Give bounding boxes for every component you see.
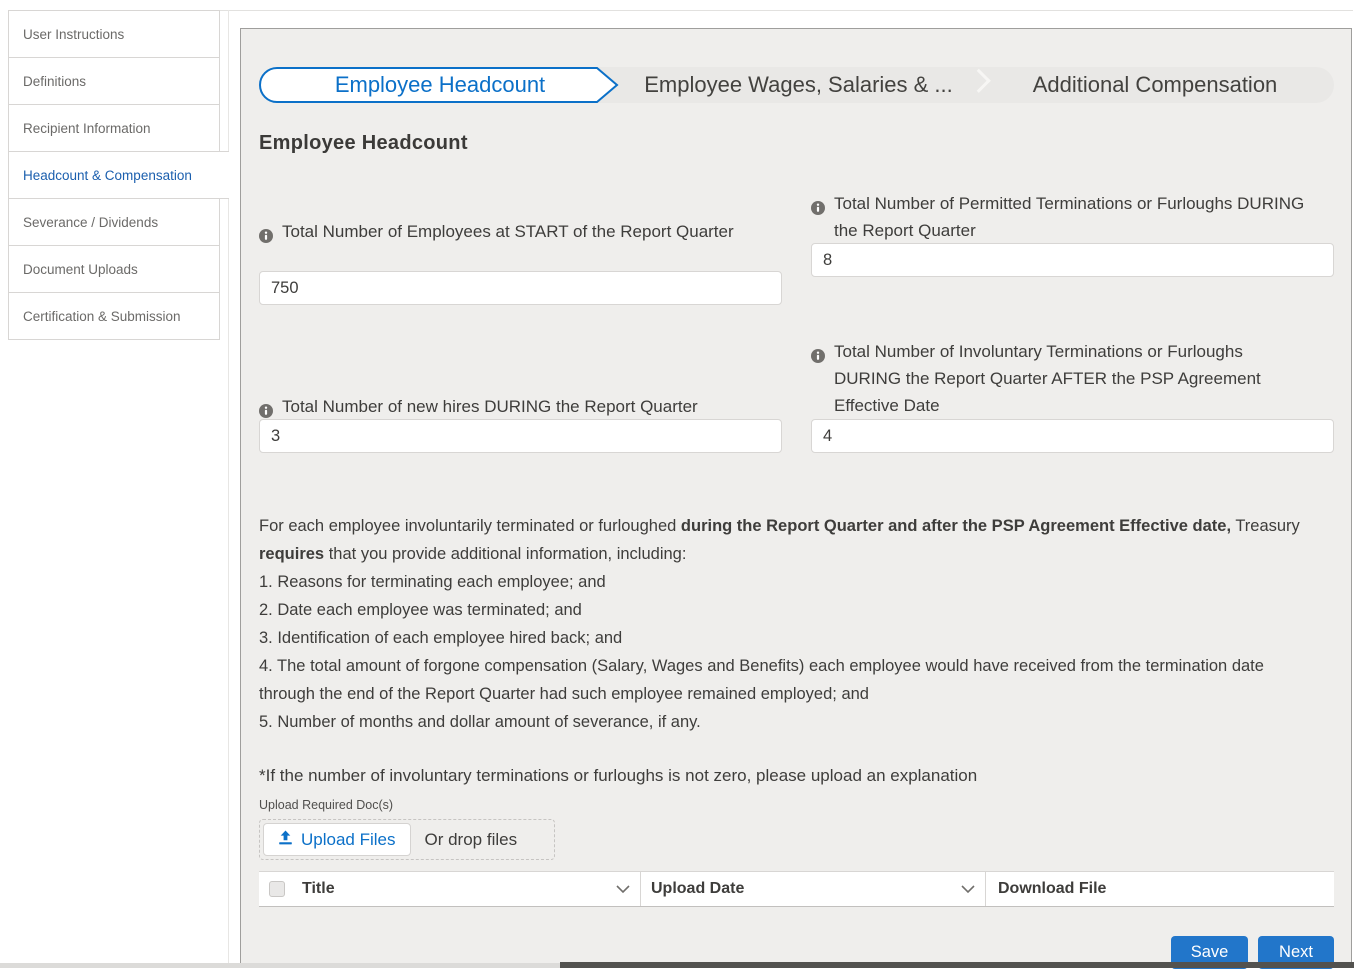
upload-section-label: Upload Required Doc(s) — [259, 798, 394, 812]
sidebar — [8, 10, 220, 340]
field-label-text: Total Number of Employees at START of the Report Quarter — [282, 222, 734, 241]
field-label-text: Total Number of Permitted Terminations or Furloughs DURING the Report Quarter — [834, 194, 1305, 240]
sidebar-item-label: Certification & Submission — [23, 308, 181, 324]
sidebar-item-label: User Instructions — [23, 26, 125, 42]
column-label: Title — [302, 880, 335, 897]
column-label: Download File — [998, 880, 1107, 897]
intro-segment-bold: requires — [259, 545, 325, 563]
sidebar-item-user-instructions[interactable] — [8, 10, 220, 58]
column-header-upload-date — [641, 872, 986, 906]
column-label: Upload Date — [651, 880, 745, 897]
instruction-item: 2. Date each employee was terminated; and — [259, 601, 582, 619]
upload-icon — [278, 830, 293, 850]
chevron-down-icon[interactable] — [961, 885, 975, 894]
column-header-download-file — [986, 872, 1334, 906]
field-label-text: Total Number of Involuntary Terminations or Furloughs DURING the Report Quarter AFTER the PSP Agreement Effective Date — [834, 342, 1261, 415]
employees-start-input[interactable] — [259, 271, 782, 305]
sidebar-item-label: Recipient Information — [23, 120, 151, 136]
sidebar-item-label: Definitions — [23, 73, 87, 89]
sidebar-item-document-uploads[interactable] — [8, 245, 220, 293]
horizontal-scrollbar-thumb[interactable] — [560, 962, 1354, 968]
sidebar-item-recipient-information[interactable] — [8, 104, 220, 152]
sidebar-item-certification-submission[interactable] — [8, 292, 220, 340]
permitted-terminations-input[interactable] — [811, 243, 1334, 277]
instruction-item: 3. Identification of each employee hired back; and — [259, 629, 623, 647]
table-header-row — [259, 871, 1334, 907]
info-icon[interactable] — [811, 344, 825, 419]
progress-path — [259, 67, 1334, 103]
field-label-permitted-terminations — [811, 190, 1311, 244]
content-panel — [240, 28, 1352, 968]
field-label-employees-start — [259, 218, 759, 251]
page-title: Employee Headcount — [259, 132, 468, 154]
save-button[interactable]: Save — [1171, 936, 1248, 969]
tab-label: Employee Headcount — [334, 72, 546, 97]
upload-button-label: Upload Files — [301, 829, 396, 849]
next-button[interactable]: Next — [1258, 936, 1334, 969]
new-hires-input[interactable] — [259, 419, 782, 453]
involuntary-terminations-input[interactable] — [811, 419, 1334, 453]
sidebar-item-label: Severance / Dividends — [23, 214, 159, 230]
sidebar-item-headcount-compensation[interactable] — [8, 151, 229, 199]
upload-explanation-note: *If the number of involuntary terminations or furloughs is not zero, please upload an explanation — [259, 766, 978, 785]
select-all-checkbox[interactable] — [269, 881, 285, 897]
instruction-item: 1. Reasons for terminating each employee; and — [259, 573, 606, 591]
tab-employee-headcount[interactable] — [259, 67, 621, 103]
sidebar-item-label: Headcount & Compensation — [23, 167, 192, 183]
info-icon[interactable] — [259, 224, 273, 251]
intro-segment: Treasury — [1231, 517, 1300, 535]
sidebar-item-severance-dividends[interactable] — [8, 198, 220, 246]
instruction-item: 5. Number of months and dollar amount of severance, if any. — [259, 713, 701, 731]
instructions-intro — [259, 512, 1301, 568]
chevron-down-icon[interactable] — [616, 885, 630, 894]
tab-label: Additional Compensation — [1032, 72, 1278, 97]
intro-segment: For each employee involuntarily terminated or furloughed — [259, 517, 681, 535]
tab-label: Employee Wages, Salaries & ... — [644, 72, 953, 97]
tab-additional-compensation[interactable] — [976, 67, 1334, 103]
intro-segment: that you provide additional information, including: — [324, 545, 687, 563]
upload-files-button[interactable] — [263, 823, 411, 856]
instruction-item: 4. The total amount of forgone compensation (Salary, Wages and Benefits) each employee would have received from the termination date through the end of the Report Quarter had such employee remained employed; and — [259, 657, 1264, 703]
intro-segment-bold: during the Report Quarter and after the PSP Agreement Effective date, — [680, 517, 1232, 535]
sidebar-item-definitions[interactable] — [8, 57, 220, 105]
column-header-title — [259, 872, 641, 906]
instructions-text — [259, 512, 1301, 736]
tab-employee-wages-salaries[interactable] — [621, 67, 976, 103]
file-dropzone[interactable] — [259, 819, 555, 860]
documents-table — [259, 871, 1334, 907]
field-label-text: Total Number of new hires DURING the Report Quarter — [282, 397, 698, 416]
info-icon[interactable] — [811, 196, 825, 244]
drop-files-label: Or drop files — [424, 829, 518, 849]
field-label-involuntary-terminations — [811, 338, 1311, 419]
sidebar-item-label: Document Uploads — [23, 261, 138, 277]
